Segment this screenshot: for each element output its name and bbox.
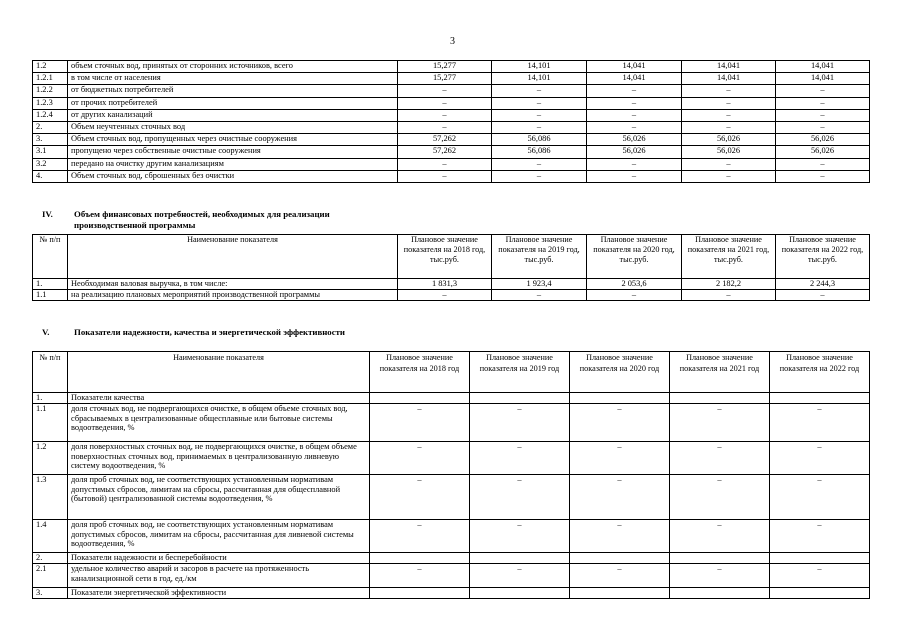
- value-2019: 14,101: [492, 61, 587, 73]
- value-2021: –: [670, 442, 770, 475]
- value-2018: [370, 553, 470, 564]
- value-2020: –: [587, 290, 682, 301]
- table-row: [33, 393, 870, 404]
- row-number: 3.2: [33, 158, 68, 170]
- section-title: Объем финансовых потребностей, необходимых для реализации производственной программы: [74, 209, 330, 230]
- row-name: от бюджетных потребителей: [68, 85, 398, 97]
- value-2021: –: [670, 564, 770, 588]
- column-header-number: № п/п: [33, 352, 68, 393]
- table-row: [33, 121, 870, 133]
- value-2020: –: [587, 121, 682, 133]
- value-2020: –: [587, 170, 682, 182]
- value-2022: [770, 553, 870, 564]
- section-number: IV.: [42, 209, 53, 219]
- value-2019: –: [492, 121, 587, 133]
- value-2020: –: [587, 109, 682, 121]
- value-2021: –: [682, 158, 776, 170]
- row-name: Показатели энергетической эффективности: [68, 588, 370, 599]
- value-2020: [570, 553, 670, 564]
- value-2018: 1 831,3: [398, 279, 492, 290]
- value-2019: 56,086: [492, 134, 587, 146]
- row-number: 3.1: [33, 146, 68, 158]
- value-2018: [370, 588, 470, 599]
- value-2021: –: [682, 85, 776, 97]
- column-header-number: № п/п: [33, 235, 68, 279]
- table-row: [33, 85, 870, 97]
- value-2018: –: [398, 97, 492, 109]
- column-header-2022: Плановое значение показателя на 2022 год: [770, 352, 870, 393]
- value-2021: –: [670, 475, 770, 520]
- value-2021: –: [670, 404, 770, 442]
- value-2018: –: [370, 442, 470, 475]
- value-2021: [670, 588, 770, 599]
- table-row: [33, 170, 870, 182]
- value-2020: 56,026: [587, 134, 682, 146]
- value-2022: –: [776, 158, 870, 170]
- row-number: 3.: [33, 134, 68, 146]
- value-2019: –: [492, 158, 587, 170]
- value-2021: –: [682, 97, 776, 109]
- value-2022: 56,026: [776, 134, 870, 146]
- row-name: от прочих потребителей: [68, 97, 398, 109]
- value-2018: –: [370, 404, 470, 442]
- row-name: Необходимая валовая выручка, в том числе:: [68, 279, 398, 290]
- table-header-row: [33, 352, 870, 393]
- row-number: 1.2.3: [33, 97, 68, 109]
- value-2021: 14,041: [682, 61, 776, 73]
- row-number: 1.2: [33, 61, 68, 73]
- column-header-2021: Плановое значение показателя на 2021 год, тыс.руб.: [682, 235, 776, 279]
- section-number: V.: [42, 327, 50, 337]
- value-2022: –: [770, 520, 870, 553]
- row-name: доля поверхностных сточных вод, не подвергающихся очистке, в общем объеме поверхностных сточных вод, принимаемых в централизованную ливневую систему водоотведения, %: [68, 442, 370, 475]
- value-2022: –: [770, 475, 870, 520]
- value-2022: –: [770, 404, 870, 442]
- value-2019: –: [492, 170, 587, 182]
- row-number: 1.2.1: [33, 73, 68, 85]
- value-2019: –: [492, 85, 587, 97]
- column-header-2018: Плановое значение показателя на 2018 год, тыс.руб.: [398, 235, 492, 279]
- section-iv-heading: [42, 209, 402, 231]
- value-2019: 14,101: [492, 73, 587, 85]
- value-2022: 14,041: [776, 61, 870, 73]
- value-2019: 1 923,4: [492, 279, 587, 290]
- value-2018: 15,277: [398, 73, 492, 85]
- value-2021: –: [682, 121, 776, 133]
- value-2022: [770, 393, 870, 404]
- value-2020: –: [570, 404, 670, 442]
- row-number: 2.: [33, 553, 68, 564]
- row-number: 4.: [33, 170, 68, 182]
- value-2022: 56,026: [776, 146, 870, 158]
- value-2020: –: [570, 475, 670, 520]
- row-number: 1.4: [33, 520, 68, 553]
- value-2021: –: [682, 170, 776, 182]
- value-2018: –: [370, 475, 470, 520]
- value-2021: 2 182,2: [682, 279, 776, 290]
- value-2018: 57,262: [398, 134, 492, 146]
- value-2018: –: [398, 121, 492, 133]
- value-2021: –: [670, 520, 770, 553]
- value-2020: 56,026: [587, 146, 682, 158]
- value-2020: 14,041: [587, 73, 682, 85]
- column-header-2018: Плановое значение показателя на 2018 год: [370, 352, 470, 393]
- row-number: 1.3: [33, 475, 68, 520]
- row-name: передано на очистку другим канализациям: [68, 158, 398, 170]
- financial-needs-table: [32, 234, 870, 301]
- value-2022: –: [776, 97, 870, 109]
- row-number: 1.: [33, 393, 68, 404]
- table-row: [33, 475, 870, 520]
- value-2019: –: [470, 442, 570, 475]
- row-number: 1.1: [33, 290, 68, 301]
- table-row: [33, 564, 870, 588]
- value-2022: 14,041: [776, 73, 870, 85]
- table-row: [33, 442, 870, 475]
- wastewater-volume-table: [32, 60, 870, 183]
- reliability-quality-table: [32, 351, 870, 599]
- table-row: [33, 553, 870, 564]
- row-name: пропущено через собственные очистные сооружения: [68, 146, 398, 158]
- column-header-2020: Плановое значение показателя на 2020 год, тыс.руб.: [587, 235, 682, 279]
- value-2022: –: [776, 170, 870, 182]
- value-2021: –: [682, 109, 776, 121]
- table-row: [33, 146, 870, 158]
- table-row: [33, 61, 870, 73]
- value-2021: 56,026: [682, 134, 776, 146]
- value-2020: [570, 393, 670, 404]
- value-2022: –: [776, 85, 870, 97]
- value-2019: [470, 588, 570, 599]
- value-2018: –: [398, 290, 492, 301]
- section-v-heading: [42, 327, 402, 349]
- value-2018: 57,262: [398, 146, 492, 158]
- value-2018: –: [398, 170, 492, 182]
- column-header-2021: Плановое значение показателя на 2021 год: [670, 352, 770, 393]
- column-header-name: Наименование показателя: [68, 352, 370, 393]
- value-2019: [470, 553, 570, 564]
- value-2019: –: [470, 475, 570, 520]
- value-2018: –: [370, 520, 470, 553]
- value-2020: [570, 588, 670, 599]
- value-2020: –: [587, 97, 682, 109]
- table-row: [33, 588, 870, 599]
- value-2018: 15,277: [398, 61, 492, 73]
- page-number: 3: [450, 36, 455, 47]
- column-header-2020: Плановое значение показателя на 2020 год: [570, 352, 670, 393]
- value-2019: –: [492, 109, 587, 121]
- column-header-2019: Плановое значение показателя на 2019 год: [470, 352, 570, 393]
- value-2022: –: [776, 109, 870, 121]
- row-name: Объем неучтенных сточных вод: [68, 121, 398, 133]
- table-row: [33, 134, 870, 146]
- value-2021: 56,026: [682, 146, 776, 158]
- column-header-2022: Плановое значение показателя на 2022 год, тыс.руб.: [776, 235, 870, 279]
- value-2019: –: [492, 97, 587, 109]
- value-2019: –: [470, 564, 570, 588]
- value-2022: –: [776, 121, 870, 133]
- row-name: Показатели качества: [68, 393, 370, 404]
- row-number: 1.2.2: [33, 85, 68, 97]
- value-2021: [670, 393, 770, 404]
- value-2018: –: [398, 109, 492, 121]
- value-2018: [370, 393, 470, 404]
- value-2020: 2 053,6: [587, 279, 682, 290]
- row-name: на реализацию плановых мероприятий производственной программы: [68, 290, 398, 301]
- value-2021: –: [682, 290, 776, 301]
- value-2021: [670, 553, 770, 564]
- value-2020: –: [587, 85, 682, 97]
- table-row: [33, 158, 870, 170]
- table-row: [33, 520, 870, 553]
- row-name: доля проб сточных вод, не соответствующих установленным нормативам допустимых сбросов, лимитам на сбросы, рассчитанная для ливневой системы водоотведения, %: [68, 520, 370, 553]
- value-2018: –: [398, 85, 492, 97]
- section-title: Показатели надежности, качества и энергетической эффективности: [74, 327, 345, 337]
- value-2022: –: [776, 290, 870, 301]
- table-row: [33, 97, 870, 109]
- value-2022: [770, 588, 870, 599]
- column-header-2019: Плановое значение показателя на 2019 год, тыс.руб.: [492, 235, 587, 279]
- value-2019: –: [470, 520, 570, 553]
- row-name: Объем сточных вод, сброшенных без очистки: [68, 170, 398, 182]
- value-2019: 56,086: [492, 146, 587, 158]
- value-2018: –: [398, 158, 492, 170]
- row-name: в том числе от населения: [68, 73, 398, 85]
- row-name: от других канализаций: [68, 109, 398, 121]
- row-name: удельное количество аварий и засоров в расчете на протяженность канализационной сети в год, ед./км: [68, 564, 370, 588]
- row-number: 1.: [33, 279, 68, 290]
- value-2022: –: [770, 564, 870, 588]
- row-number: 3.: [33, 588, 68, 599]
- value-2020: –: [587, 158, 682, 170]
- column-header-name: Наименование показателя: [68, 235, 398, 279]
- value-2020: –: [570, 520, 670, 553]
- table-row: [33, 290, 870, 301]
- value-2020: –: [570, 564, 670, 588]
- value-2022: 2 244,3: [776, 279, 870, 290]
- table-row: [33, 109, 870, 121]
- value-2021: 14,041: [682, 73, 776, 85]
- value-2022: –: [770, 442, 870, 475]
- value-2019: –: [470, 404, 570, 442]
- value-2020: –: [570, 442, 670, 475]
- value-2018: –: [370, 564, 470, 588]
- row-name: Объем сточных вод, пропущенных через очистные сооружения: [68, 134, 398, 146]
- row-name: объем сточных вод, принятых от сторонних источников, всего: [68, 61, 398, 73]
- table-row: [33, 73, 870, 85]
- row-number: 2.1: [33, 564, 68, 588]
- table-row: [33, 279, 870, 290]
- row-name: доля сточных вод, не подвергающихся очистке, в общем объеме сточных вод, сбрасываемых в централизованные общесплавные или бытовые системы водоотведения, %: [68, 404, 370, 442]
- row-number: 1.1: [33, 404, 68, 442]
- row-name: Показатели надежности и бесперебойности: [68, 553, 370, 564]
- row-number: 2.: [33, 121, 68, 133]
- value-2019: [470, 393, 570, 404]
- value-2020: 14,041: [587, 61, 682, 73]
- row-name: доля проб сточных вод, не соответствующих установленным нормативам допустимых сбросов, лимитам на сбросы, рассчитанная для общесплавной (бытовой) централизованной системы водоотведения, %: [68, 475, 370, 520]
- table-row: [33, 404, 870, 442]
- row-number: 1.2: [33, 442, 68, 475]
- value-2019: –: [492, 290, 587, 301]
- row-number: 1.2.4: [33, 109, 68, 121]
- table-header-row: [33, 235, 870, 279]
